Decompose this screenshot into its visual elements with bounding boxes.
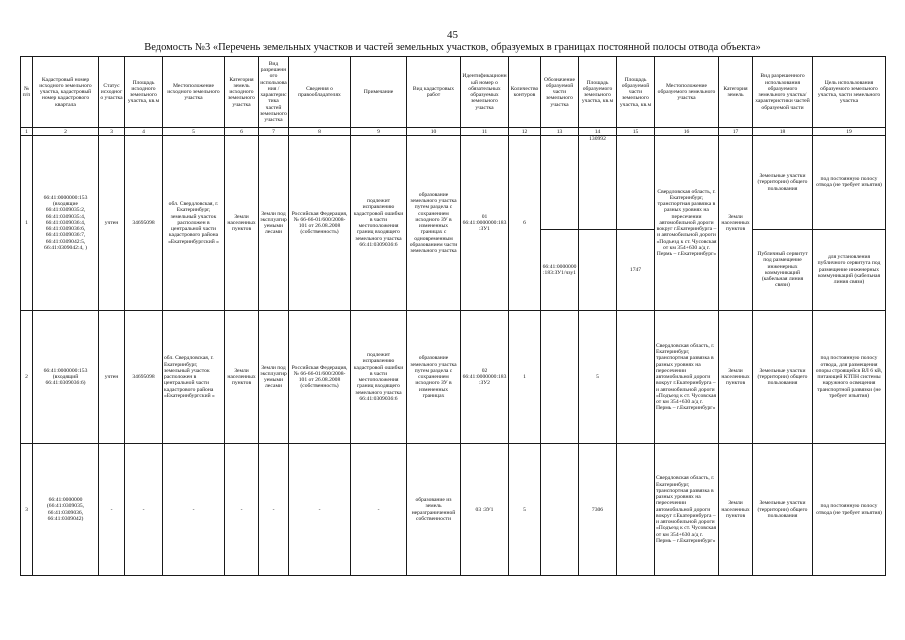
contour-count: 5 — [509, 444, 541, 576]
source-status: учтен — [99, 310, 125, 444]
source-use: - — [259, 444, 289, 576]
new-plot-area-empty — [579, 229, 617, 310]
col-number: 15 — [617, 128, 655, 136]
source-use: Земли под эксплуатируемыми лесами — [259, 310, 289, 444]
cadastral-work-type: образование земельного участка путем раздела с сохранением исходного ЗУ в измененных границах — [407, 310, 461, 444]
source-area: 34695098 — [125, 310, 163, 444]
new-plot-location: Свердловская область, г. Екатеринбург, транспортная развязка в разных уровнях на пересечении автомобильной дороги вокруг г.Екатеринбурга – и автомобильной дороги «Подъезд к ст. Чусовская от км 354+630 а/д г. Пермь – г.Екатеринбург» — [655, 310, 719, 444]
part-area-empty — [617, 136, 655, 229]
col-header: Площадь образуемой части земельного участка, кв.м — [617, 57, 655, 128]
col-header: Вид разрешенного использования /характеристика частей земельного участка — [259, 57, 289, 128]
page-number: 45 — [447, 29, 458, 41]
table-row — [21, 310, 886, 444]
col-number: 13 — [541, 128, 579, 136]
col-number: 2 — [33, 128, 99, 136]
col-number: 12 — [509, 128, 541, 136]
col-number: 9 — [351, 128, 407, 136]
col-number: 10 — [407, 128, 461, 136]
source-location: обл. Свердловская, г. Екатеринбург, земельный участок расположен в центральной части кадастрового района «Екатеринбургский » — [163, 310, 225, 444]
col-header: Площадь образуемого земельного участка, кв.м — [579, 57, 617, 128]
part-designation-empty — [541, 310, 579, 444]
col-number: 6 — [225, 128, 259, 136]
new-plot-location: Свердловская область, г. Екатеринбург, транспортная развязка в разных уровнях на пересечении автомобильной дороги вокруг г.Екатеринбурга – и автомобильной дороги «Подъезд к ст. Чусовская от км 354+630 а/д г. Пермь – г.Екатеринбург» — [655, 444, 719, 576]
new-plot-category: Земли населенных пунктов — [719, 310, 753, 444]
row-number: 3 — [21, 444, 33, 576]
col-header: Категория земель исходного земельного участка — [225, 57, 259, 128]
new-plot-use: Земельные участки (территории) общего пользования — [753, 136, 813, 229]
usage-goal: под постоянную полосу отвода (не требует изъятия) — [813, 444, 886, 576]
owner-info: Российская Федерация, № 66-66-01/600/2008-101 от 26.08.2008 (собственность) — [289, 310, 351, 444]
col-header: Идентификационный номер о обязательных образуемых земельного участка — [461, 57, 509, 128]
owner-info: - — [289, 444, 351, 576]
owner-info: Российская Федерация, № 66-66-01/600/2008-101 от 26.08.2008 (собственность) — [289, 136, 351, 311]
col-number: 4 — [125, 128, 163, 136]
contour-count: 6 — [509, 136, 541, 311]
new-plot-use: Земельные участки (территории) общего пользования — [753, 310, 813, 444]
source-use: Земли под эксплуатируемыми лесами — [259, 136, 289, 311]
plot-identifier: 03 :ЗУ1 — [461, 444, 509, 576]
new-plot-category: Земли населенных пунктов — [719, 136, 753, 311]
part-designation-empty — [541, 444, 579, 576]
table-row — [21, 444, 886, 576]
document-title: Ведомость №3 «Перечень земельных участков и частей земельных участков, образуемых в границах постоянной полосы отвода объекта» — [144, 42, 761, 53]
col-header: Кадастровый номер исходного земельного участка, кадастровый номер кадастрового квартала — [33, 57, 99, 128]
note: - — [351, 444, 407, 576]
new-plot-area: 130992 — [579, 136, 617, 229]
part-area-empty — [617, 310, 655, 444]
col-header: Местоположение образуемого земельного участка — [655, 57, 719, 128]
col-number: 11 — [461, 128, 509, 136]
cadastral-number: 66:41:0000000 (66:41:0309035, 66:41:0309036, 66:41:0309042) — [33, 444, 99, 576]
col-number: 18 — [753, 128, 813, 136]
source-area: 34695098 — [125, 136, 163, 311]
new-plot-area: 5 — [579, 310, 617, 444]
col-number: 8 — [289, 128, 351, 136]
usage-goal: под постоянную полосу отвода, для размещения опоры строящейся ВЛ 6 кВ, питающей КТПН системы наружного освещения транспортной развязки (не требует изъятия) — [813, 310, 886, 444]
source-area: - — [125, 444, 163, 576]
part-designation-empty — [541, 136, 579, 229]
source-category: Земли населенных пунктов — [225, 136, 259, 311]
col-header: Цель использования образуемого земельного участка, части земельного участка — [813, 57, 886, 128]
note: подлежит исправлению кадастровой ошибки в части местоположения границ входящего земельного участка 66:41:0309036:6 — [351, 310, 407, 444]
col-number: 5 — [163, 128, 225, 136]
col-header: Категория земель — [719, 57, 753, 128]
col-number: 19 — [813, 128, 886, 136]
col-number: 17 — [719, 128, 753, 136]
col-header: Статус исходного участка — [99, 57, 125, 128]
col-number: 14 — [579, 128, 617, 136]
col-header: Площадь исходного земельного участка, кв.м — [125, 57, 163, 128]
cadastral-number: 66:41:0000000:153 (входящий 66:41:0309036:6) — [33, 310, 99, 444]
note: подлежит исправлению кадастровой ошибки в части местоположения границ входящего земельного участка 66:41:0309036:6 — [351, 136, 407, 311]
row-number: 2 — [21, 310, 33, 444]
col-header: Местоположение исходного земельного участка — [163, 57, 225, 128]
part-use: Публичный сервитут под размещение инженерных коммуникаций (кабельная линия связи) — [753, 229, 813, 310]
source-location: обл. Свердловская, г. Екатеринбург, земельный участок расположен в центральной части кадастрового района «Екатеринбургский » — [163, 136, 225, 311]
source-status: - — [99, 444, 125, 576]
land-plots-table — [20, 56, 886, 576]
col-header: Обозначение образуемой части земельного участка — [541, 57, 579, 128]
plot-identifier: 01 66:41:0000000:183:ЗУ1 — [461, 136, 509, 311]
source-category: - — [225, 444, 259, 576]
cadastral-number: 66:41:0000000:153 (входящие 66:41:0309035:2, 66:41:0309035:4, 66:41:0309036:4, 66:41:0309036:6, 66:41:0309036:7, 66:41:0309042:5, 66:41:0309042:4, ) — [33, 136, 99, 311]
col-header: Сведения о правообладателях — [289, 57, 351, 128]
table-row — [21, 136, 886, 229]
source-status: учтен — [99, 136, 125, 311]
new-plot-location: Свердловская область, г. Екатеринбург, транспортная развязка в разных уровнях на пересечении автомобильной дороги вокруг г.Екатеринбурга – и автомобильной дороги «Подъезд к ст. Чусовская от км 354+630 а/д г. Пермь – г.Екатеринбург» — [655, 136, 719, 311]
header-row — [21, 57, 886, 128]
source-category: Земли населенных пунктов — [225, 310, 259, 444]
part-area: 1747 — [617, 229, 655, 310]
col-header: Примечание — [351, 57, 407, 128]
new-plot-category: Земли населенных пунктов — [719, 444, 753, 576]
contour-count: 1 — [509, 310, 541, 444]
part-area-empty — [617, 444, 655, 576]
col-number: 7 — [259, 128, 289, 136]
source-location: - — [163, 444, 225, 576]
col-number: 1 — [21, 128, 33, 136]
cadastral-work-type: образование из земель неразграниченной собственности — [407, 444, 461, 576]
cadastral-work-type: образование земельного участка путем раздела с сохранением исходного ЗУ в измененных границах с одновременным образованием части земельного участка — [407, 136, 461, 311]
part-goal: для установления публичного сервитута под размещение инженерных коммуникаций (кабельная линия связи) — [813, 229, 886, 310]
new-plot-use: Земельные участки (территории) общего пользования — [753, 444, 813, 576]
col-number: 16 — [655, 128, 719, 136]
col-header: № п/п — [21, 57, 33, 128]
part-designation: 66:41:0000000:183:ЗУ1/чзу1 — [541, 229, 579, 310]
plot-identifier: 02 66:41:0000000:183:ЗУ2 — [461, 310, 509, 444]
new-plot-area: 7306 — [579, 444, 617, 576]
col-number: 3 — [99, 128, 125, 136]
col-header: Вид разрешенного использования образуемого земельного участка/характеристики частей образуемой части — [753, 57, 813, 128]
col-header: Количество контуров — [509, 57, 541, 128]
col-header: Вид кадастровых работ — [407, 57, 461, 128]
usage-goal: под постоянную полосу отвода (не требует изъятия) — [813, 136, 886, 229]
column-number-row — [21, 128, 886, 136]
row-number: 1 — [21, 136, 33, 311]
